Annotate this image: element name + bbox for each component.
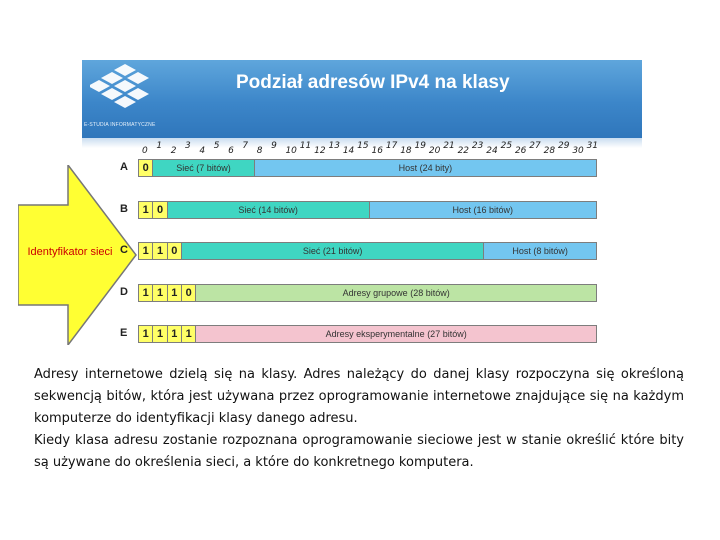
bit-number: 5	[213, 141, 220, 151]
bit-number: 11	[299, 141, 312, 151]
bit-number: 13	[328, 141, 340, 151]
bit-number: 30	[572, 146, 584, 156]
class-row-e	[138, 325, 597, 343]
class-letter-a: A	[120, 161, 128, 173]
class-row-b	[138, 201, 597, 219]
bit-number: 17	[385, 141, 398, 151]
bit-number: 6	[228, 146, 234, 156]
prefix-bit: 1	[153, 243, 167, 259]
bit-number: 25	[500, 141, 513, 151]
network-segment: Sieć (21 bitów)	[182, 243, 483, 259]
bit-number: 27	[529, 141, 541, 151]
bit-number: 29	[557, 141, 570, 151]
class-letter-b: B	[120, 203, 128, 215]
bit-number: 2	[170, 146, 177, 156]
address-segment: Adresy eksperymentalne (27 bitów)	[196, 326, 596, 342]
prefix-bit: 1	[139, 326, 153, 342]
bit-number: 18	[400, 146, 412, 156]
bit-number: 7	[242, 141, 249, 151]
prefix-bit: 1	[168, 326, 182, 342]
prefix-bit: 0	[139, 160, 153, 176]
prefix-bit: 0	[182, 285, 196, 301]
bit-number: 12	[314, 146, 326, 156]
bit-number: 31	[586, 141, 599, 151]
class-letter-e: E	[120, 327, 128, 339]
bit-number: 24	[486, 146, 498, 156]
prefix-bit: 1	[182, 326, 196, 342]
network-segment: Sieć (7 bitów)	[153, 160, 253, 176]
bit-number: 15	[357, 141, 369, 151]
logo-text: E-STUDIA INFORMATYCZNE	[84, 122, 156, 128]
description-paragraph-2: Kiedy klasa adresu zostanie rozpoznana oprogramowanie sieciowe jest w stanie określić które bity są używane do określenia sieci, a które do konkretnego komputera.	[34, 433, 684, 470]
bit-number: 1	[156, 141, 163, 151]
class-row-a	[138, 159, 597, 177]
bit-number: 26	[514, 146, 527, 156]
bit-number: 9	[271, 141, 277, 151]
arrow-label: Identyfikator sieci	[27, 246, 113, 258]
bit-number: 8	[256, 146, 263, 156]
bit-number: 22	[457, 146, 470, 156]
prefix-bit: 1	[139, 202, 153, 218]
network-segment: Sieć (14 bitów)	[168, 202, 369, 218]
host-segment: Host (24 bity)	[254, 160, 596, 176]
prefix-bit: 0	[168, 243, 182, 259]
host-segment: Host (8 bitów)	[483, 243, 596, 259]
page-title: Podział adresów IPv4 na klasy	[236, 72, 510, 93]
class-row-d	[138, 284, 597, 302]
bit-number: 0	[142, 146, 148, 156]
description	[34, 364, 684, 474]
bit-number: 14	[342, 146, 355, 156]
bit-number: 28	[543, 146, 556, 156]
bit-number: 3	[185, 141, 191, 151]
logo-icon	[90, 62, 160, 118]
prefix-bit: 1	[139, 243, 153, 259]
prefix-bit: 1	[168, 285, 182, 301]
description-paragraph-1: Adresy internetowe dzielą się na klasy. Adres należący do danej klasy rozpoczyna się określoną sekwencją bitów, która jest używana przez oprogramowanie internetowe znajdujące się na każdym komputerze do identyfikacji klasy danego adresu.	[34, 367, 684, 426]
class-letter-d: D	[120, 286, 128, 298]
prefix-bit: 1	[153, 285, 167, 301]
prefix-bit: 1	[153, 326, 167, 342]
address-segment: Adresy grupowe (28 bitów)	[196, 285, 596, 301]
prefix-bit: 0	[153, 202, 167, 218]
bit-number: 10	[285, 146, 297, 156]
bit-number: 16	[371, 146, 383, 156]
bit-number: 19	[414, 141, 426, 151]
bit-number: 20	[428, 146, 441, 156]
bit-number: 21	[443, 141, 455, 151]
class-letter-c: C	[120, 244, 128, 256]
host-segment: Host (16 bitów)	[369, 202, 597, 218]
bit-number: 23	[471, 141, 484, 151]
prefix-bit: 1	[139, 285, 153, 301]
bit-number: 4	[199, 146, 206, 156]
class-row-c	[138, 242, 597, 260]
